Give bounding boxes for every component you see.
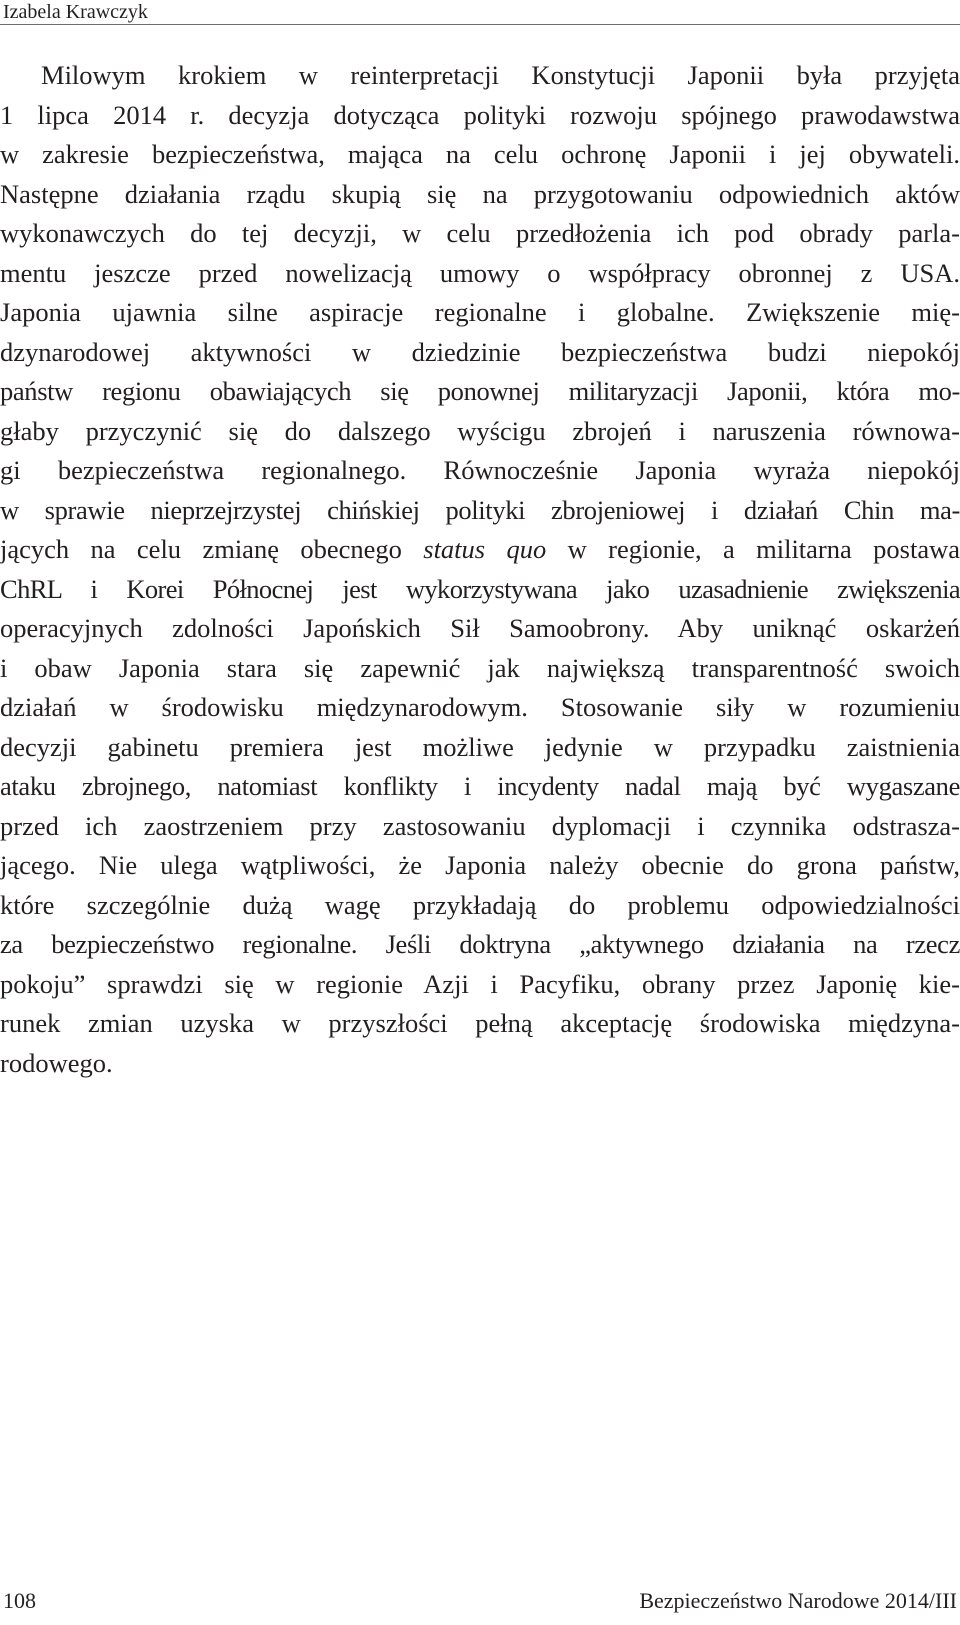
body-paragraph bbox=[0, 56, 960, 1083]
text-line: głaby przyczynić się do dalszego wyścigu zbrojeń i naruszenia równowa- bbox=[0, 415, 960, 446]
text-line: pokoju” sprawdzi się w regionie Azji i Pacyfiku, obrany przez Japonię kie- bbox=[0, 968, 960, 999]
text-line: dzynarodowej aktywności w dziedzinie bezpieczeństwa budzi niepokój bbox=[0, 336, 960, 367]
text-line: Milowym krokiem w reinterpretacji Konstytucji Japonii była przyjęta bbox=[41, 60, 960, 90]
italic-phrase: status quo bbox=[423, 534, 547, 564]
text-line: działań w środowisku międzynarodowym. Stosowanie siły w rozumieniu bbox=[0, 692, 960, 722]
text-line: przed ich zaostrzeniem przy zastosowaniu dyplomacji i czynnika odstrasza- bbox=[0, 810, 960, 841]
text-line: Japonia ujawnia silne aspiracje regionalne i globalne. Zwiększenie mię- bbox=[0, 297, 960, 327]
text-line: i obaw Japonia stara się zapewnić jak największą transparentność swoich bbox=[0, 652, 960, 683]
text-line-with-italic bbox=[0, 530, 960, 570]
text-line: Następne działania rządu skupią się na przygotowaniu odpowiednich aktów bbox=[0, 178, 960, 209]
text-line: mentu jeszcze przed nowelizacją umowy o współpracy obronnej z USA. bbox=[0, 257, 960, 288]
text-line: wykonawczych do tej decyzji, w celu przedłożenia ich pod obrady parla- bbox=[0, 218, 960, 248]
text-line: rodowego. bbox=[0, 1047, 113, 1078]
running-head bbox=[0, 0, 960, 25]
text-line: jącego. Nie ulega wątpliwości, że Japonia należy obecnie do grona państw, bbox=[0, 850, 960, 880]
text-line: 1 lipca 2014 r. decyzja dotycząca polityki rozwoju spójnego prawodawstwa bbox=[0, 99, 960, 130]
text-line: ataku zbrojnego, natomiast konflikty i incydenty nadal mają być wygaszane bbox=[0, 771, 960, 801]
text-line: decyzji gabinetu premiera jest możliwe jedynie w przypadku zaistnienia bbox=[0, 731, 960, 762]
text-line: państw regionu obawiających się ponownej militaryzacji Japonii, która mo- bbox=[0, 376, 960, 406]
page-number: 108 bbox=[3, 1588, 36, 1613]
text-line: w zakresie bezpieczeństwa, mająca na celu ochronę Japonii i jej obywateli. bbox=[0, 139, 960, 169]
journal-footer: Bezpieczeństwo Narodowe 2014/III bbox=[639, 1588, 957, 1613]
text-line: w sprawie nieprzejrzystej chińskiej polityki zbrojeniowej i działań Chin ma- bbox=[0, 494, 960, 525]
running-head-author: Izabela Krawczyk bbox=[3, 1, 148, 23]
text-fragment: w regionie, a militarna postawa bbox=[546, 534, 960, 564]
text-line: ChRL i Korei Północnej jest wykorzystywana jako uzasadnienie zwiększenia bbox=[0, 573, 960, 604]
text-line: które szczególnie dużą wagę przykładają do problemu odpowiedzialności bbox=[0, 889, 960, 920]
text-line: operacyjnych zdolności Japońskich Sił Samoobrony. Aby uniknąć oskarżeń bbox=[0, 613, 960, 643]
text-line: runek zmian uzyska w przyszłości pełną akceptację środowiska międzyna- bbox=[0, 1008, 960, 1038]
text-line: gi bezpieczeństwa regionalnego. Równocześnie Japonia wyraża niepokój bbox=[0, 455, 960, 485]
text-line: za bezpieczeństwo regionalne. Jeśli doktryna „aktywnego działania na rzecz bbox=[0, 929, 960, 959]
text-fragment: jących na celu zmianę obecnego bbox=[0, 534, 424, 564]
